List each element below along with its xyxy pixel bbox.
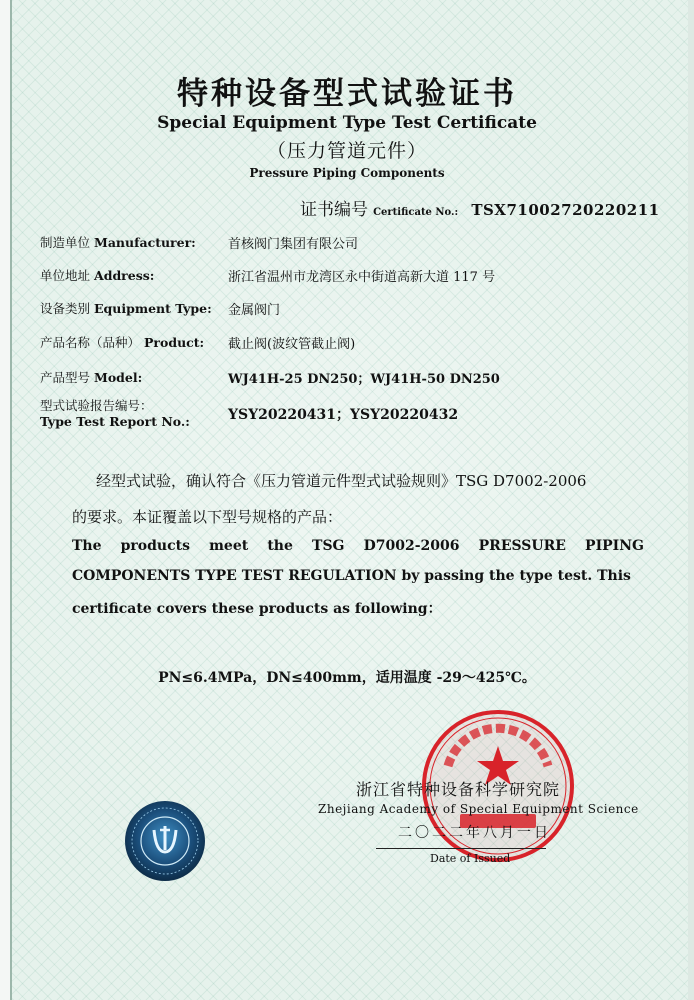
subtitle-cn: （压力管道元件） [266,140,427,162]
statement-en-word: products [120,538,190,554]
address-label-cn: 单位地址 [40,268,91,283]
statement-en-word: PRESSURE [478,538,566,554]
report-value: YSY20220431；YSY20220432 [228,407,459,423]
certificate-number-value: TSX71002720220211 [471,201,660,219]
equipment-type-label-en: Equipment Type: [94,301,212,316]
subtitle-en: Pressure Piping Components [249,166,445,180]
statement-en-word: D7002-2006 [363,538,460,554]
manufacturer-value: 首核阀门集团有限公司 [228,237,359,252]
address-label [40,266,154,284]
statement-en-line3: certificate covers these products as following： [72,601,442,617]
certificate-number-label-en: Certificate No.: [373,207,459,218]
product-label [40,333,204,351]
issue-date-cn: 二〇二二年八月一日 [398,825,551,841]
statement-en-word: meet [209,538,249,554]
model-label-cn: 产品型号 [40,370,91,385]
equipment-type-value: 金属阀门 [228,303,281,318]
product-label-cn: 产品名称（品种） [40,335,141,350]
issue-date-label-en: Date of Issued [430,852,511,865]
statement-en-word: The [72,538,102,554]
equipment-type-label [40,299,212,317]
report-label-cn: 型式试验报告编号： [40,398,153,413]
address-value: 浙江省温州市龙湾区永中街道高新大道 117 号 [228,270,496,285]
statement-en-line1 [72,538,644,554]
equipment-type-label-cn: 设备类别 [40,301,91,316]
title-cn: 特种设备型式试验证书 [177,76,517,112]
statement-cn-line2: 的要求。本证覆盖以下型号规格的产品： [72,508,343,526]
title-en: Special Equipment Type Test Certificate [157,113,537,133]
statement-en-word: the [267,538,293,554]
manufacturer-label [40,233,196,251]
address-label-en: Address: [94,268,155,283]
product-specification: PN≤6.4MPa，DN≤400mm，适用温度 -29～425℃。 [158,670,536,686]
statement-en-word: TSG [312,538,345,554]
product-value: 截止阀(波纹管截止阀) [228,337,356,352]
manufacturer-label-cn: 制造单位 [40,235,91,250]
certificate-number [300,195,660,220]
hologram-seal-icon [124,800,206,882]
date-underline [376,848,546,849]
model-label-en: Model: [94,370,143,385]
certificate-number-label-cn: 证书编号 [300,200,368,220]
model-value: WJ41H-25 DN250；WJ41H-50 DN250 [228,372,500,387]
issuer-org-en: Zhejiang Academy of Special Equipment Science [318,802,639,816]
manufacturer-label-en: Manufacturer: [94,235,196,250]
product-label-en: Product: [144,335,205,350]
issuer-org-cn: 浙江省特种设备科学研究院 [356,780,561,799]
statement-en-word: PIPING [585,538,644,554]
model-label [40,368,142,386]
report-label-en: Type Test Report No.: [40,414,190,429]
statement-cn-line1: 经型式试验，确认符合《压力管道元件型式试验规则》TSG D7002-2006 [96,472,587,490]
statement-en-line2: COMPONENTS TYPE TEST REGULATION by passing the type test. This [72,568,631,584]
